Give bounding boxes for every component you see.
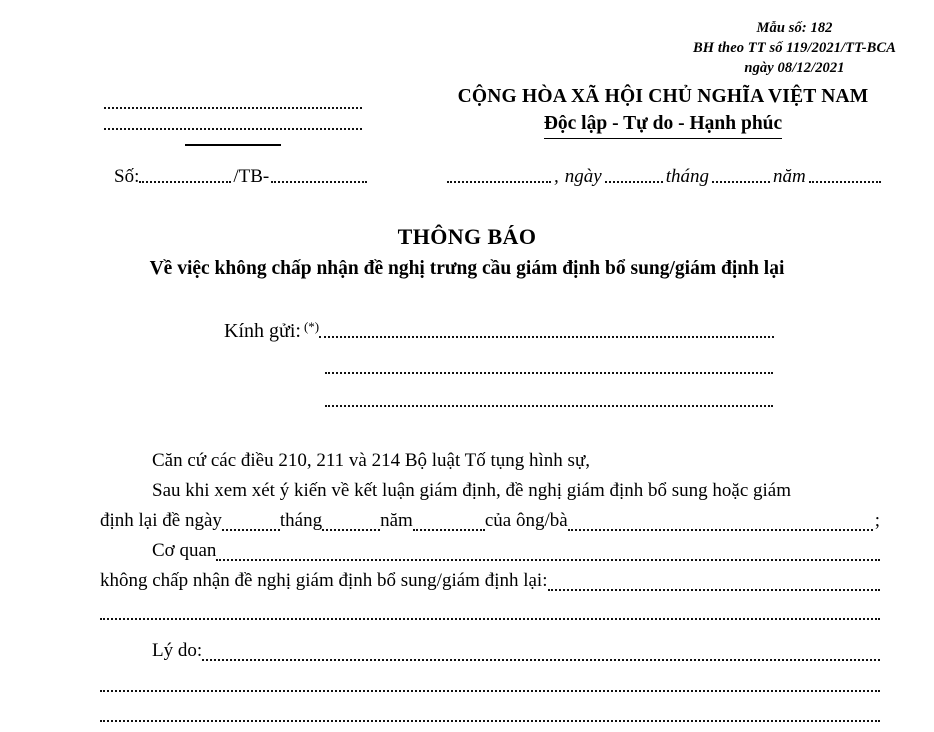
form-issue-date: ngày 08/12/2021: [744, 60, 845, 76]
country-name: CỘNG HÒA XÃ HỘI CHỦ NGHĨA VIỆT NAM: [457, 86, 869, 107]
request-year-blank[interactable]: [413, 529, 485, 531]
reason-row: [100, 636, 880, 666]
year-label: năm: [772, 166, 806, 187]
legal-basis-paragraph: Căn cứ các điều 210, 211 và 214 Bộ luật Tố tụng hình sự,: [152, 450, 591, 471]
request-year-label: năm: [380, 510, 413, 531]
year-blank[interactable]: [809, 181, 881, 183]
agency-row: [100, 536, 880, 566]
requester-blank[interactable]: [568, 529, 873, 531]
day-blank[interactable]: [605, 181, 663, 183]
form-code-block: [693, 18, 896, 78]
request-month-blank[interactable]: [322, 529, 380, 531]
document-number-suffix: /TB-: [233, 166, 270, 187]
place-date-row: [447, 166, 888, 188]
document-number-blank[interactable]: [139, 181, 231, 183]
reason-label: Lý do:: [152, 640, 203, 661]
agency-blank[interactable]: [216, 559, 880, 561]
requester-label: của ông/bà: [484, 510, 568, 531]
rejection-statement: không chấp nhận đề nghị giám định bổ sung/giám định lại:: [100, 570, 548, 591]
agency-name-line-1[interactable]: [104, 88, 362, 109]
request-date-row: [100, 506, 880, 536]
form-number: Mẫu số: 182: [756, 20, 833, 36]
recipient-blank-3[interactable]: [325, 405, 773, 407]
document-number-row: [114, 166, 358, 188]
national-motto: Độc lập - Tự do - Hạnh phúc: [544, 113, 782, 139]
reason-continuation-line-2[interactable]: [100, 720, 880, 722]
request-date-prefix: định lại đề ngày: [100, 510, 222, 531]
agency-name-line-2[interactable]: [104, 109, 362, 130]
rejection-blank[interactable]: [548, 589, 881, 591]
national-header: [420, 86, 906, 139]
comma-separator: ,: [554, 166, 559, 187]
request-row-semicolon: ;: [874, 510, 880, 531]
request-day-blank[interactable]: [222, 529, 280, 531]
recipient-blank-1[interactable]: [319, 336, 774, 338]
agency-label: Cơ quan: [152, 540, 217, 561]
recipient-footnote-marker: (*): [303, 319, 320, 334]
place-blank[interactable]: [447, 181, 551, 183]
page-title: THÔNG BÁO: [397, 224, 537, 249]
review-intro-paragraph: Sau khi xem xét ý kiến về kết luận giám định, đề nghị giám định bổ sung hoặc giám: [152, 480, 792, 501]
rejection-continuation-line[interactable]: [100, 618, 880, 620]
reason-blank[interactable]: [202, 659, 880, 661]
form-circular-reference: BH theo TT số 119/2021/TT-BCA: [693, 40, 896, 56]
recipient-row: [224, 320, 774, 343]
month-blank[interactable]: [712, 181, 770, 183]
document-number-label: Số:: [114, 166, 140, 187]
issuing-agency-block: [104, 88, 362, 146]
document-number-agency-blank[interactable]: [271, 181, 367, 183]
reason-continuation-line-1[interactable]: [100, 690, 880, 692]
agency-underline-rule: [185, 144, 281, 146]
rejection-row: [100, 566, 880, 596]
page-subtitle: Về việc không chấp nhận đề nghị trưng cầu giám định bổ sung/giám định lại: [149, 258, 785, 279]
recipient-blank-2[interactable]: [325, 372, 773, 374]
month-label: tháng: [665, 166, 709, 187]
request-month-label: tháng: [279, 510, 323, 531]
document-body: [100, 446, 880, 722]
recipient-label: Kính gửi:: [224, 320, 301, 342]
day-label: ngày: [564, 166, 602, 187]
